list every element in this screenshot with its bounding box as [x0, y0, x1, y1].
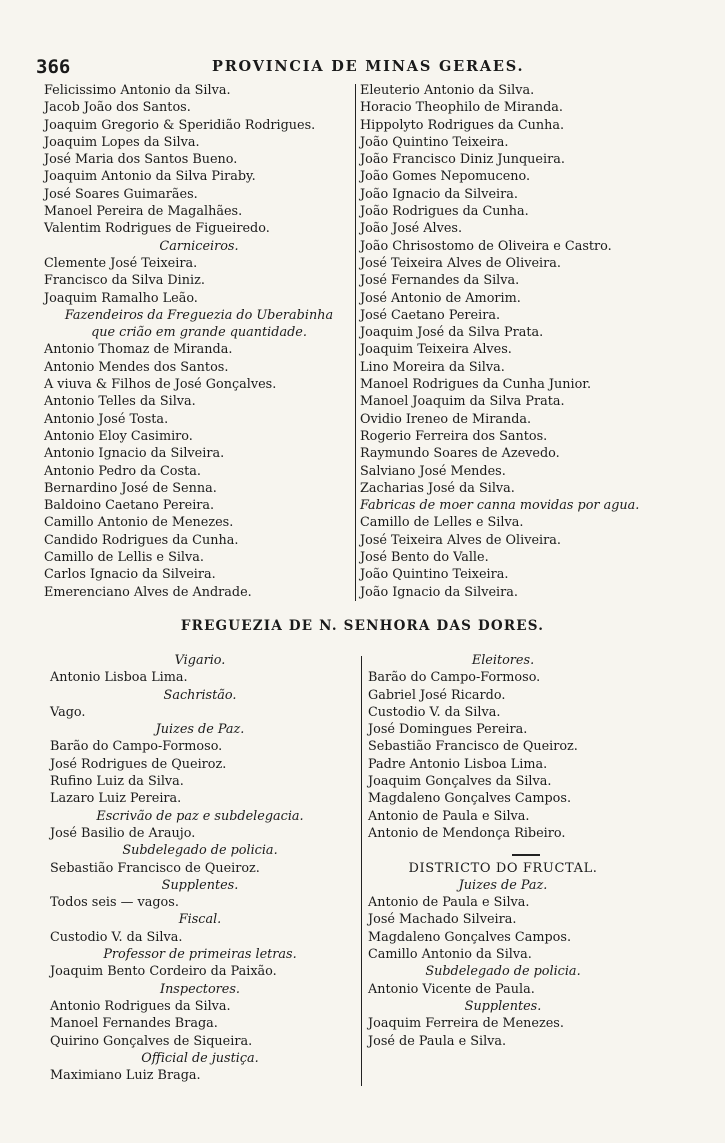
list-entry: Todos seis — vagos. — [50, 895, 179, 911]
list-entry: Rogerio Ferreira dos Santos. — [360, 428, 548, 444]
list-entry: Carlos Ignacio da Silveira. — [44, 567, 216, 583]
list-entry: Antonio Thomaz de Miranda. — [44, 342, 233, 358]
list-heading: Eleitores. — [471, 653, 535, 668]
list-entry: Zacharias José da Silva. — [360, 480, 515, 496]
list-entry: Antonio de Paula e Silva. — [368, 895, 530, 911]
column-divider — [355, 84, 356, 601]
list-heading: Juizes de Paz. — [155, 722, 245, 738]
list-entry: José Antonio de Amorim. — [360, 290, 521, 306]
list-heading: Supplentes. — [161, 877, 239, 893]
list-entry: Antonio Eloy Casimiro. — [44, 428, 193, 444]
list-entry: Custodio V. da Silva. — [368, 704, 501, 720]
list-entry: João Quintino Teixeira. — [360, 134, 509, 150]
list-entry: José Rodrigues de Queiroz. — [50, 756, 227, 772]
list-entry: Horacio Theophilo de Miranda. — [360, 100, 563, 116]
district-heading: DISTRICTO DO FRUCTAL. — [408, 860, 598, 876]
list-entry: Candido Rodrigues da Cunha. — [44, 532, 239, 548]
list-entry: Ovidio Ireneo de Miranda. — [360, 411, 532, 427]
list-entry: A viuva & Filhos de José Gonçalves. — [44, 377, 277, 393]
bottom-left-column — [50, 652, 350, 1084]
list-entry: José Fernandes da Silva. — [360, 273, 520, 289]
list-entry: Joaquim Antonio da Silva Piraby. — [44, 169, 256, 185]
list-entry: Manoel Fernandes Braga. — [50, 1016, 218, 1032]
list-entry: João Francisco Diniz Junqueira. — [360, 152, 565, 168]
list-heading: Fiscal. — [178, 912, 222, 928]
list-entry: Antonio José Tosta. — [44, 411, 169, 427]
list-entry: Antonio Ignacio da Silveira. — [44, 446, 225, 462]
list-entry: Magdaleno Gonçalves Campos. — [368, 791, 572, 807]
list-entry: José Teixeira Alves de Oliveira. — [360, 255, 561, 271]
list-entry: Joaquim Gonçalves da Silva. — [368, 774, 552, 790]
list-entry: Gabriel José Ricardo. — [368, 687, 506, 703]
list-entry: Felicissimo Antonio da Silva. — [44, 83, 231, 98]
list-entry: José Maria dos Santos Bueno. — [44, 152, 238, 168]
list-entry: João Rodrigues da Cunha. — [360, 204, 529, 220]
list-entry: João Ignacio da Silveira. — [360, 584, 518, 600]
list-entry: Sebastião Francisco de Queiroz. — [50, 860, 260, 876]
list-entry: Custodio V. da Silva. — [50, 929, 183, 945]
list-entry: João José Alves. — [360, 221, 463, 237]
list-entry: Quirino Gonçalves de Siqueira. — [50, 1033, 253, 1049]
list-heading: Subdelegado de policia. — [425, 964, 581, 980]
list-heading: Subdelegado de policia. — [122, 843, 278, 859]
bottom-right-column — [368, 652, 638, 1050]
list-entry: Manoel Rodrigues da Cunha Junior. — [360, 377, 592, 393]
list-entry: José Machado Silveira. — [368, 912, 517, 928]
list-entry: Vago. — [50, 704, 86, 720]
list-entry: Antonio Mendes dos Santos. — [44, 359, 229, 375]
section-title: FREGUEZIA DE N. SENHORA DAS DORES. — [180, 618, 545, 634]
list-entry: Manoel Joaquim da Silva Prata. — [360, 394, 565, 410]
list-entry: Lino Moreira da Silva. — [360, 359, 505, 375]
list-entry: Hippolyto Rodrigues da Cunha. — [360, 117, 565, 133]
list-heading: Fazendeiros da Freguezia do Uberabinha — [64, 307, 334, 323]
list-entry: Joaquim José da Silva Prata. — [360, 325, 544, 341]
list-heading: Vigario. — [174, 653, 226, 668]
list-entry: José Caetano Pereira. — [360, 307, 501, 323]
list-heading: Inspectores. — [160, 981, 240, 997]
list-entry: Camillo Antonio de Menezes. — [44, 515, 234, 531]
list-entry: Clemente José Teixeira. — [44, 255, 198, 271]
top-right-column — [360, 82, 690, 601]
list-entry: Lazaro Luiz Pereira. — [50, 791, 182, 807]
list-entry: Raymundo Soares de Azevedo. — [360, 446, 560, 462]
list-entry: José Domingues Pereira. — [368, 722, 528, 738]
list-entry: Antonio Pedro da Costa. — [44, 463, 201, 479]
list-entry: Emerenciano Alves de Andrade. — [44, 584, 252, 600]
list-heading: Juizes de Paz. — [458, 877, 548, 893]
list-entry: Joaquim Ramalho Leão. — [44, 290, 198, 306]
spacer — [368, 842, 638, 859]
list-entry: Bernardino José de Senna. — [44, 480, 217, 496]
list-heading: Escrivão de paz e subdelegacia. — [96, 808, 304, 824]
list-entry: José de Paula e Silva. — [368, 1033, 507, 1049]
list-heading: Professor de primeiras letras. — [103, 947, 297, 963]
column-divider-bottom — [361, 656, 362, 1086]
section-rule — [512, 854, 540, 856]
list-entry: Rufino Luiz da Silva. — [50, 774, 184, 790]
list-heading: Carniceiros. — [159, 238, 239, 254]
list-entry: Joaquim Gregorio & Speridião Rodrigues. — [44, 117, 316, 133]
list-entry: Joaquim Lopes da Silva. — [44, 134, 200, 150]
list-entry: Antonio Lisboa Lima. — [50, 670, 188, 686]
list-heading: Supplentes. — [464, 998, 542, 1014]
list-entry: Camillo de Lellis e Silva. — [44, 550, 204, 566]
list-entry: Antonio de Paula e Silva. — [368, 808, 530, 824]
list-entry: João Quintino Teixeira. — [360, 567, 509, 583]
list-entry: Padre Antonio Lisboa Lima. — [368, 756, 548, 772]
list-entry: Maximiano Luiz Braga. — [50, 1068, 201, 1084]
list-entry: Antonio de Mendonça Ribeiro. — [368, 825, 566, 841]
list-entry: Joaquim Teixeira Alves. — [360, 342, 512, 358]
list-entry: Sebastião Francisco de Queiroz. — [368, 739, 578, 755]
list-entry: Camillo de Lelles e Silva. — [360, 515, 524, 531]
list-entry: José Soares Guimarães. — [44, 186, 198, 202]
list-heading: que crião em grande quantidade. — [91, 325, 307, 341]
list-entry: Francisco da Silva Diniz. — [44, 273, 205, 289]
list-entry: Barão do Campo-Formoso. — [368, 670, 541, 686]
page-number: 366 — [36, 56, 71, 78]
list-entry: Barão do Campo-Formoso. — [50, 739, 223, 755]
list-entry: Antonio Rodrigues da Silva. — [50, 998, 231, 1014]
list-entry: José Basilio de Araujo. — [50, 825, 196, 841]
list-entry: Magdaleno Gonçalves Campos. — [368, 929, 572, 945]
list-entry: João Ignacio da Silveira. — [360, 186, 518, 202]
list-entry: Antonio Telles da Silva. — [44, 394, 196, 410]
list-entry: Manoel Pereira de Magalhães. — [44, 204, 243, 220]
list-entry: Camillo Antonio da Silva. — [368, 947, 532, 963]
list-heading: Fabricas de moer canna movidas por agua. — [360, 498, 640, 514]
running-title: PROVINCIA DE MINAS GERAES. — [212, 58, 525, 75]
list-entry: Jacob João dos Santos. — [44, 100, 191, 116]
list-entry: João Gomes Nepomuceno. — [360, 169, 531, 185]
list-entry: Valentim Rodrigues de Figueiredo. — [44, 221, 270, 237]
list-entry: João Chrisostomo de Oliveira e Castro. — [360, 238, 612, 254]
list-entry: Joaquim Ferreira de Menezes. — [368, 1016, 564, 1032]
list-entry: Antonio Vicente de Paula. — [368, 981, 535, 997]
list-heading: Official de justiça. — [141, 1050, 259, 1066]
top-left-column — [44, 82, 354, 601]
list-entry: Eleuterio Antonio da Silva. — [360, 83, 535, 98]
list-entry: Salviano José Mendes. — [360, 463, 506, 479]
list-entry: Joaquim Bento Cordeiro da Paixão. — [50, 964, 277, 980]
list-entry: Baldoino Caetano Pereira. — [44, 498, 215, 514]
list-heading: Sachristão. — [163, 687, 237, 703]
list-entry: José Teixeira Alves de Oliveira. — [360, 532, 561, 548]
list-entry: José Bento do Valle. — [360, 550, 489, 566]
